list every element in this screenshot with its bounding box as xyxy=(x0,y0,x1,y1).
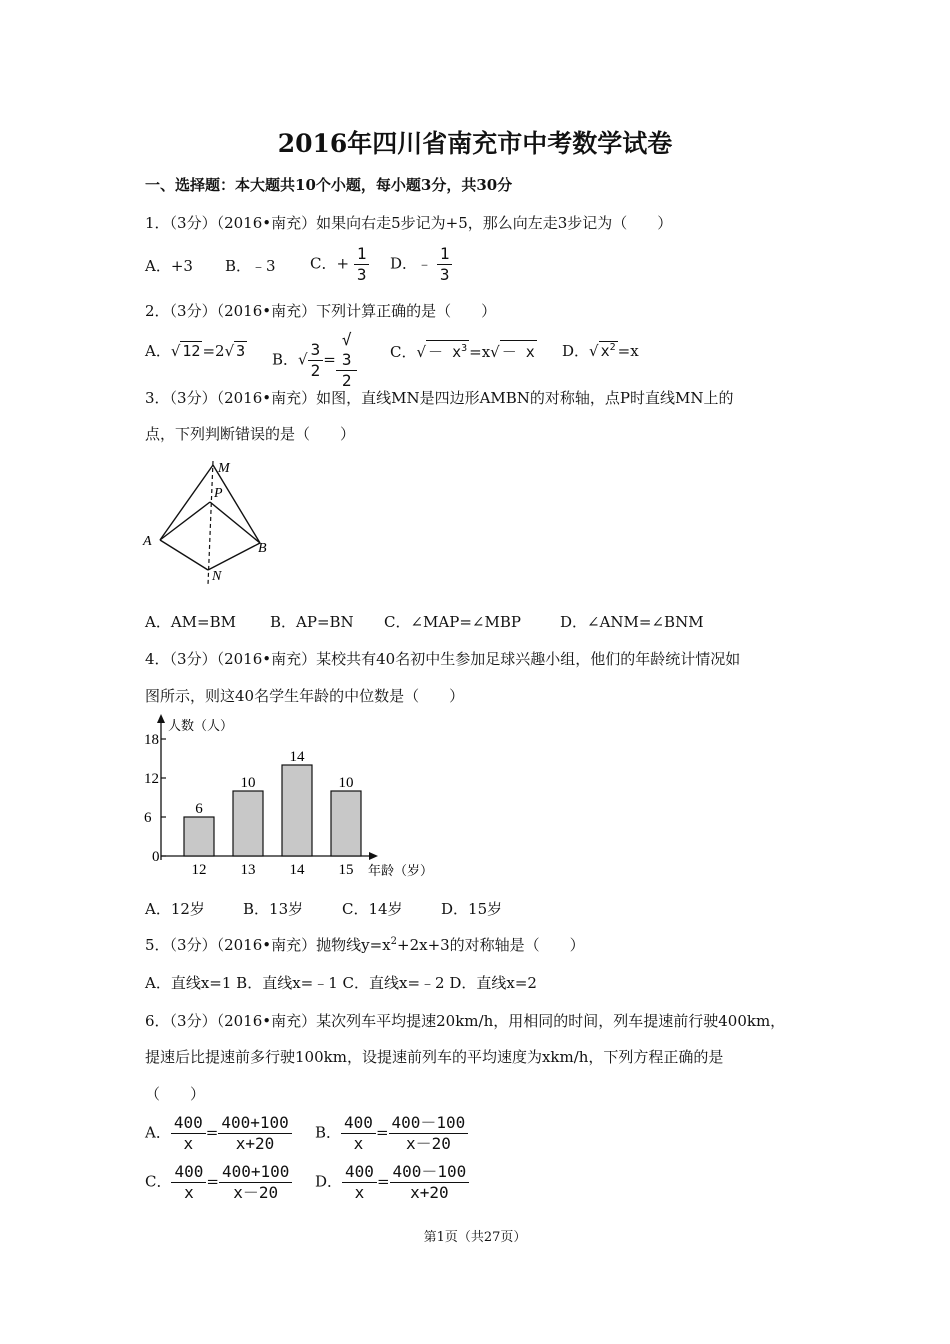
fraction: $\frac{3}{2}$ xyxy=(308,340,324,381)
section-heading: 一、选择题：本大题共10个小题，每小题3分，共30分 xyxy=(145,176,513,194)
q5-options: A．直线x=1 B．直线x=﹣1 C．直线x=﹣2 D．直线x=2 xyxy=(145,974,537,992)
q3-option-c: C．∠MAP=∠MBP xyxy=(384,613,521,631)
q1-c-label: C．+ xyxy=(310,254,350,273)
label-B: B xyxy=(258,541,267,556)
q6-option-b: B． $\frac{400}{x}$ = $\frac{400-100}{x-20}$ xyxy=(315,1113,468,1154)
bar-value-label: 14 xyxy=(289,749,305,765)
page-title: 2016年四川省南充市中考数学试卷 xyxy=(277,129,673,158)
q6-option-c: C． $\frac{400}{x}$ = $\frac{400+100}{x-20}$ xyxy=(145,1162,292,1203)
x-category-label: 12 xyxy=(191,862,207,878)
q2-option-b: B．√ $\frac{3}{2}$ = √ 3 2 xyxy=(272,330,357,391)
x-category-label: 13 xyxy=(240,862,256,878)
question-6-stem-line2: 提速后比提速前多行驶100km，设提速前列车的平均速度为xkm/h，下列方程正确的是 xyxy=(145,1048,724,1066)
question-4-stem-line1: 4．（3分）（2016•南充）某校共有40名初中生参加足球兴趣小组，他们的年龄统计情况如 xyxy=(145,650,741,668)
q1-option-a: A．+3 xyxy=(145,257,193,275)
q4-option-d: D．15岁 xyxy=(441,900,503,918)
q4-option-c: C．14岁 xyxy=(342,900,403,918)
q1-d-label: D．﹣ xyxy=(390,254,433,273)
bar-value-label: 10 xyxy=(240,775,256,791)
fraction: $\frac{1}{3}$ xyxy=(437,244,453,285)
bar-value-label: 10 xyxy=(338,775,354,791)
fraction: $\frac{1}{3}$ xyxy=(354,244,370,285)
q3-option-a: A．AM=BM xyxy=(145,613,236,631)
question-3-stem-line2: 点，下列判断错误的是（ ） xyxy=(145,425,356,443)
question-5-stem: 5．（3分）（2016•南充）抛物线$y=x^2+2x+3$的对称轴是（ ） xyxy=(145,936,585,954)
q2-option-c: C．√ － $x^3 =x√ - x$ xyxy=(390,340,537,362)
q2-option-d: D．√ $x^2 =x$ xyxy=(562,342,639,360)
question-3-stem-line1: 3．（3分）（2016•南充）如图，直线MN是四边形AMBN的对称轴，点P时直线MN上的 xyxy=(145,389,734,407)
bar-age-12 xyxy=(184,817,214,856)
question-2-stem: 2．（3分）（2016•南充）下列计算正确的是（ ） xyxy=(145,302,497,320)
q4-option-b: B．13岁 xyxy=(243,900,304,918)
bar-age-13 xyxy=(233,791,263,856)
q2-option-a: A．√ 12 =2√ 3 xyxy=(145,342,246,360)
q1-option-d xyxy=(390,244,452,285)
quadrilateral-diagram xyxy=(140,455,285,590)
y-axis-label: 人数（人） xyxy=(168,719,234,734)
bar-age-15 xyxy=(331,791,361,856)
y-tick-label: 0 xyxy=(152,849,160,865)
fraction: √ 3 2 xyxy=(336,330,358,391)
label-P: P xyxy=(214,486,223,501)
label-M: M xyxy=(218,461,230,476)
label-N: N xyxy=(212,569,222,584)
question-4-stem-line2: 图所示，则这40名学生年龄的中位数是（ ） xyxy=(145,687,465,705)
q1-option-c xyxy=(310,244,369,285)
age-bar-chart xyxy=(140,712,450,882)
page-footer: 第1页（共27页） xyxy=(423,1230,527,1245)
q6-option-a: A． $\frac{400}{x}$ = $\frac{400+100}{x+20}$ xyxy=(145,1113,292,1154)
x-category-label: 15 xyxy=(338,862,354,878)
question-6-stem-line3: （ ） xyxy=(145,1085,206,1103)
x-axis-label: 年龄（岁） xyxy=(368,864,434,879)
q3-option-d: D．∠ANM=∠BNM xyxy=(560,613,704,631)
q6-option-d: D． $\frac{400}{x}$ = $\frac{400-100}{x+20}$ xyxy=(315,1162,469,1203)
bar-value-label: 6 xyxy=(195,801,203,817)
q3-option-b: B．AP=BN xyxy=(270,613,354,631)
y-tick-label: 6 xyxy=(144,810,152,826)
y-tick-label: 18 xyxy=(144,732,159,748)
question-1-stem: 1．（3分）（2016•南充）如果向右走5步记为+5，那么向左走3步记为（ ） xyxy=(145,214,673,232)
label-A: A xyxy=(143,534,152,549)
bar-age-14 xyxy=(282,765,312,856)
q1-option-b: B．﹣3 xyxy=(225,257,276,275)
q4-option-a: A．12岁 xyxy=(145,900,205,918)
x-category-label: 14 xyxy=(289,862,305,878)
question-6-stem-line1: 6．（3分）（2016•南充）某次列车平均提速20km/h，用相同的时间，列车提速前行驶400km， xyxy=(145,1012,786,1030)
y-tick-label: 12 xyxy=(144,771,159,787)
